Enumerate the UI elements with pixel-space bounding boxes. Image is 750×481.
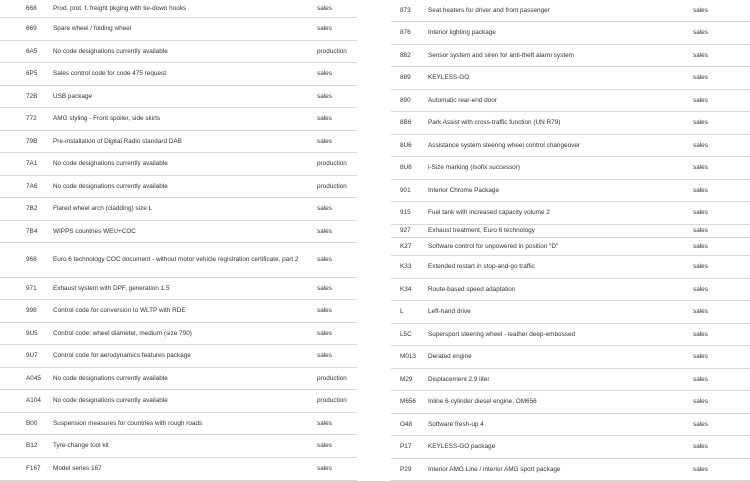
description-cell: Exhaust system with DPF, generation 1.5 (53, 284, 170, 292)
type-cell: sales (693, 29, 708, 36)
description-cell: USB package (53, 92, 93, 100)
code-cell: 7B4 (26, 227, 38, 235)
description-cell: Software control for unpowered in position "D" (428, 242, 559, 250)
table-row (391, 414, 750, 436)
type-cell: sales (317, 284, 332, 292)
table-row (0, 108, 357, 131)
table-row (391, 301, 750, 324)
table-row (391, 279, 750, 301)
description-cell: No code designations currently available (53, 47, 168, 55)
table-row (0, 221, 357, 243)
code-cell: F167 (26, 465, 41, 472)
description-cell: Automatic rear-end door (428, 96, 497, 104)
table-row (391, 157, 750, 180)
description-cell: Sensor system and siren for anti-theft alarm system (428, 51, 574, 59)
table-row (0, 0, 357, 18)
code-cell: P17 (400, 443, 412, 450)
table-row (391, 238, 750, 256)
code-cell: 8U8 (400, 164, 412, 171)
code-cell: K34 (400, 285, 412, 293)
type-cell: sales (693, 398, 708, 405)
table-row (391, 459, 750, 481)
code-cell: 772 (26, 115, 37, 122)
table-row (0, 176, 357, 198)
description-cell: Assistance system steering wheel control changeover (428, 141, 581, 149)
type-cell: sales (693, 308, 708, 315)
description-cell: Control code: wheel diameter, medium (size 790) (53, 329, 192, 337)
type-cell: sales (317, 307, 332, 314)
right-code-table (391, 0, 750, 481)
table-row (391, 90, 750, 112)
type-cell: sales (317, 205, 332, 212)
code-cell: 876 (400, 29, 411, 36)
table-row (0, 368, 357, 390)
description-cell: Pre-installation of Digital Radio standard DAB (53, 137, 182, 145)
type-cell: sales (317, 227, 332, 235)
table-row (391, 22, 750, 45)
table-row (0, 300, 357, 323)
description-cell: KEYLESS-GO package (428, 443, 496, 450)
description-cell: No code designations currently available (53, 160, 168, 167)
description-cell: Control code for aerodynamics features package (53, 352, 191, 359)
code-cell: 971 (26, 284, 37, 292)
table-row (391, 225, 750, 238)
code-cell: 7A1 (26, 160, 38, 167)
description-cell: Software fresh-up 4 (428, 420, 484, 428)
code-cell: M29 (400, 375, 413, 383)
code-cell: A104 (26, 397, 41, 404)
type-cell: sales (317, 465, 332, 472)
description-cell: Spare wheel / folding wheel (53, 25, 132, 32)
table-row (0, 345, 357, 368)
description-cell: Control code for conversion to WLTP with RDE (53, 307, 186, 314)
code-cell: 79B (26, 137, 38, 145)
description-cell: Seat heaters for driver and front passenger (428, 6, 550, 14)
table-row (391, 324, 750, 346)
code-cell: 915 (400, 209, 411, 216)
table-row (0, 86, 357, 108)
code-cell: 6A5 (26, 47, 38, 55)
code-cell: 873 (400, 6, 411, 14)
description-cell: No code designations currently available (53, 182, 168, 190)
code-cell: 668 (26, 4, 37, 12)
table-row (391, 391, 750, 414)
type-cell: sales (693, 375, 708, 383)
code-cell: 9U5 (26, 329, 38, 337)
type-cell: sales (693, 6, 708, 14)
description-cell: Displacement 2.9 liter (428, 375, 490, 383)
type-cell: sales (693, 74, 708, 81)
code-cell: M013 (400, 353, 416, 360)
description-cell: Suspension measures for countries with rough roads (53, 419, 203, 427)
code-cell: L (400, 308, 404, 315)
table-row (391, 112, 750, 135)
code-cell: 72B (26, 92, 38, 100)
table-row (0, 278, 357, 300)
code-cell: 8U6 (400, 141, 412, 149)
type-cell: sales (693, 51, 708, 59)
table-row (0, 323, 357, 345)
description-cell: Sales control code for code 475 request (53, 70, 166, 77)
type-cell: sales (693, 96, 708, 104)
type-cell: sales (693, 420, 708, 428)
type-cell: sales (693, 353, 708, 360)
type-cell: sales (693, 119, 708, 126)
table-row (391, 202, 750, 225)
type-cell: sales (317, 70, 332, 77)
code-cell: K27 (400, 242, 412, 250)
type-cell: sales (317, 352, 332, 359)
code-cell: 998 (26, 307, 37, 314)
type-cell: sales (317, 419, 332, 427)
type-cell: production (317, 47, 347, 55)
left-code-table (0, 0, 357, 481)
table-row (391, 369, 750, 391)
code-cell: O48 (400, 420, 413, 428)
code-cell: K33 (400, 263, 412, 270)
type-cell: sales (693, 285, 708, 293)
table-row (391, 0, 750, 22)
type-cell: sales (693, 209, 708, 216)
table-row (0, 390, 357, 413)
description-cell: i-Size marking (Isofix successor) (428, 164, 520, 171)
description-cell: Flared wheel arch (cladding) size L (53, 205, 153, 212)
table-row (391, 45, 750, 67)
type-cell: sales (693, 227, 708, 234)
type-cell: sales (693, 141, 708, 149)
type-cell: sales (317, 256, 332, 263)
code-cell: A045 (26, 374, 41, 382)
type-cell: production (317, 397, 347, 404)
code-cell: 889 (400, 74, 411, 81)
table-row (0, 413, 357, 435)
code-cell: 8B6 (400, 119, 412, 126)
type-cell: sales (317, 137, 332, 145)
code-cell: 669 (26, 25, 37, 32)
code-cell: 968 (26, 256, 37, 263)
table-row (0, 63, 357, 86)
type-cell: sales (317, 115, 332, 122)
code-cell: 890 (400, 96, 411, 104)
description-cell: KEYLESS-GO (428, 74, 470, 81)
type-cell: sales (317, 442, 332, 449)
type-cell: sales (317, 25, 332, 32)
code-cell: 927 (400, 227, 411, 234)
code-cell: P29 (400, 465, 412, 473)
description-cell: Interior AMG Line / interior AMG sport package (428, 465, 561, 473)
description-cell: Prod. prot. f. freight pkging with tie-down hooks (53, 4, 187, 12)
type-cell: sales (317, 329, 332, 337)
description-cell: Exhaust treatment, Euro 6 technology (428, 227, 535, 234)
description-cell: Supersport steering wheel - leather deep-embossed (428, 330, 576, 338)
description-cell: Fuel tank with increased capacity volume 2 (428, 209, 550, 216)
code-cell: 6P5 (26, 70, 38, 77)
type-cell: sales (693, 242, 708, 250)
description-cell: Extended restart in stop-and-go traffic (428, 263, 535, 270)
description-cell: No code designations currently available (53, 397, 168, 404)
type-cell: production (317, 182, 347, 190)
type-cell: sales (693, 330, 708, 338)
description-cell: Interior lighting package (428, 29, 496, 36)
type-cell: sales (693, 263, 708, 270)
code-cell: 7B2 (26, 205, 38, 212)
type-cell: sales (693, 186, 708, 194)
description-cell: Park Assist with cross-traffic function (UN R79) (428, 119, 561, 126)
table-row (0, 435, 357, 458)
table-row (0, 153, 357, 176)
code-cell: 901 (400, 186, 411, 194)
table-row (391, 67, 750, 90)
description-cell: AMG styling - Front spoiler, side skirts (53, 115, 161, 122)
table-row (391, 256, 750, 279)
code-cell: 9U7 (26, 352, 38, 359)
description-cell: Route-based speed adaptation (428, 285, 516, 293)
code-cell: B00 (26, 419, 38, 427)
description-cell: Derated engine (428, 353, 472, 360)
description-cell: Inline 6-cylinder diesel engine, OM656 (428, 398, 537, 405)
type-cell: sales (693, 465, 708, 473)
table-row (0, 458, 357, 481)
description-cell: Tyre-change tool kit (53, 442, 109, 449)
table-row (0, 198, 357, 221)
description-cell: WIPPS countries WEU+COC (53, 227, 136, 235)
type-cell: sales (317, 4, 332, 12)
table-row (0, 131, 357, 153)
code-cell: B12 (26, 442, 38, 449)
description-cell: No code designations currently available (53, 374, 168, 382)
type-cell: sales (317, 92, 332, 100)
code-cell: L5C (400, 330, 412, 338)
type-cell: sales (693, 164, 708, 171)
table-row (0, 18, 357, 41)
type-cell: sales (693, 443, 708, 450)
table-row (391, 180, 750, 202)
description-cell: Interior Chrome Package (428, 186, 500, 194)
table-row (391, 135, 750, 157)
description-cell: Model series 167 (53, 465, 102, 472)
code-cell: 882 (400, 51, 411, 59)
table-row (0, 41, 357, 63)
description-cell: Euro 6 technology COC document - without motor vehicle registration certificate, part 2 (53, 256, 299, 263)
table-row (391, 346, 750, 369)
description-cell: Left-hand drive (428, 308, 471, 315)
type-cell: production (317, 160, 347, 167)
code-cell: M656 (400, 398, 416, 405)
table-row (0, 243, 357, 278)
table-row (391, 436, 750, 459)
code-cell: 7A6 (26, 182, 38, 190)
type-cell: production (317, 374, 347, 382)
